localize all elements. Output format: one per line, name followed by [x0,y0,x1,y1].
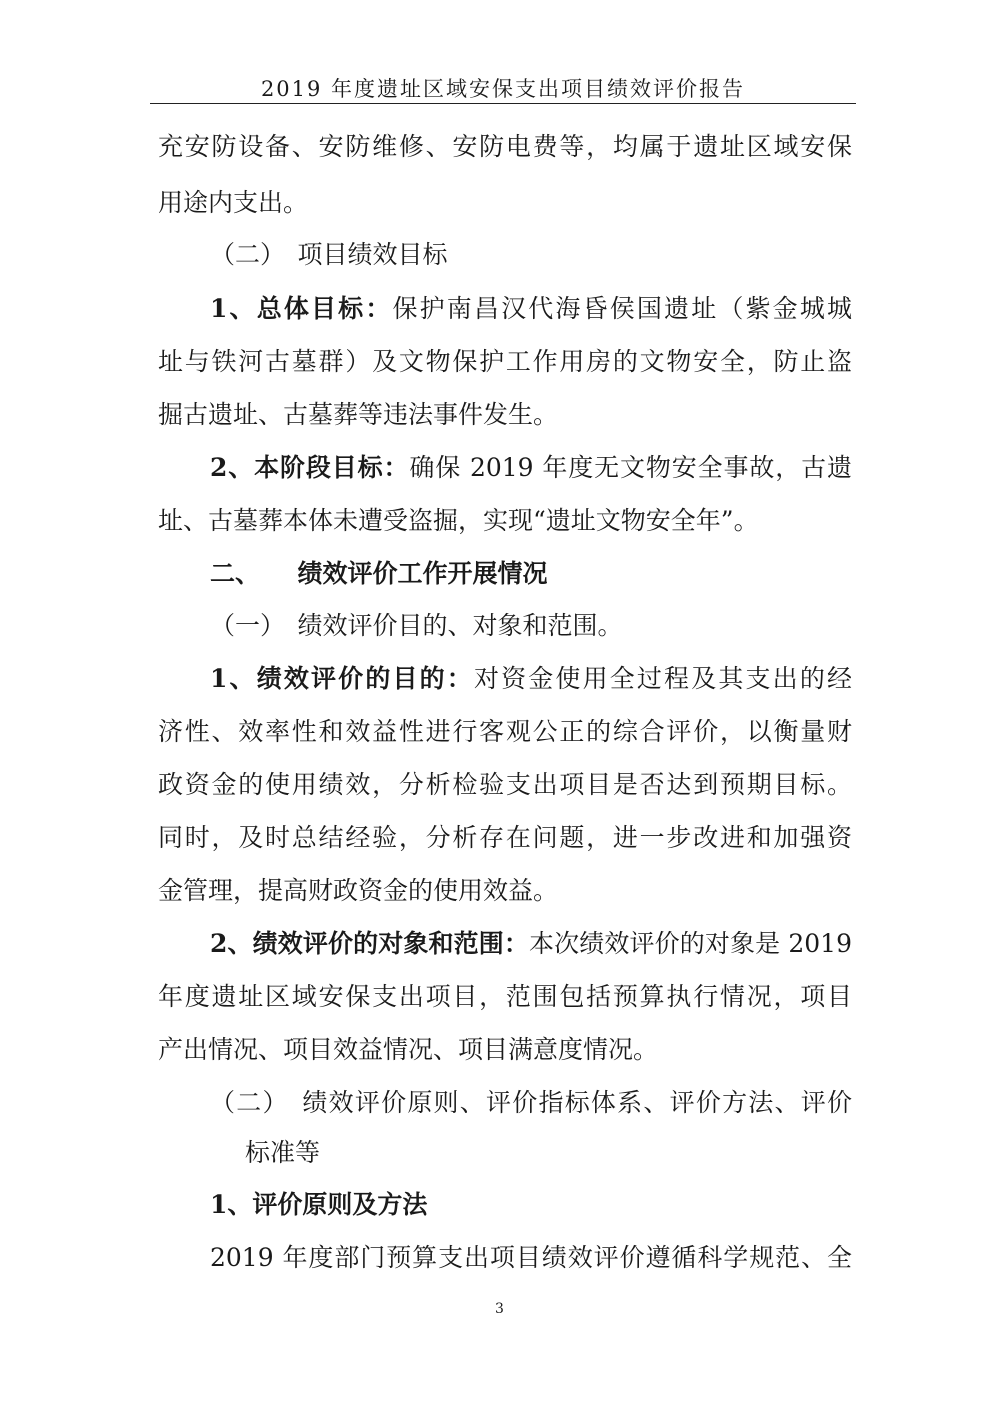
subsection-heading: （二） 项目绩效目标 [210,240,448,269]
subsection-heading-continued: 标准等 [245,1138,321,1167]
body-line: 址与铁河古墓群）及文物保护工作用房的文物安全，防止盗 [158,347,852,376]
item-label: 2、本阶段目标： [210,453,410,482]
body-line: 政资金的使用绩效，分析检验支出项目是否达到预期目标。 [158,770,852,799]
item-heading: 1、评价原则及方法 [210,1190,428,1219]
item-text: 对资金使用全过程及其支出的经 [473,664,852,693]
body-line: 年度遗址区域安保支出项目，范围包括预算执行情况，项目 [158,982,852,1011]
item-label: 2、绩效评价的对象和范围： [210,929,530,958]
page-header-title: 2019 年度遗址区域安保支出项目绩效评价报告 [260,77,746,101]
item-text: 保护南昌汉代海昏侯国遗址（紫金城城 [392,294,852,323]
body-line: 济性、效率性和效益性进行客观公正的综合评价，以衡量财 [158,717,852,746]
subsection-heading: （二） 绩效评价原则、评价指标体系、评价方法、评价 [210,1088,852,1117]
body-line: 充安防设备、安防维修、安防电费等，均属于遗址区域安保 [158,132,852,161]
body-line: 2019 年度部门预算支出项目绩效评价遵循科学规范、全 [210,1243,852,1272]
item-label: 1、绩效评价的目的： [210,664,474,693]
section-heading: 二、 绩效评价工作开展情况 [210,559,548,588]
body-line: 同时，及时总结经验，分析存在问题，进一步改进和加强资 [158,823,852,852]
page-number: 3 [495,1301,504,1317]
subsection-heading: （一） 绩效评价目的、对象和范围。 [210,611,623,640]
body-line [210,291,852,327]
header-divider [150,103,856,104]
body-line: 金管理，提高财政资金的使用效益。 [158,876,559,905]
item-text: 确保 2019 年度无文物安全事故，古遗 [409,453,852,482]
body-line [210,661,852,697]
body-line: 掘古遗址、古墓葬等违法事件发生。 [158,400,559,429]
body-line [210,450,852,486]
item-label: 1、总体目标： [210,294,393,323]
body-line: 产出情况、项目效益情况、项目满意度情况。 [158,1035,659,1064]
body-line: 址、古墓葬本体未遭受盗掘，实现“遗址文物安全年”。 [158,506,759,535]
body-line: 用途内支出。 [158,188,309,217]
item-text: 本次绩效评价的对象是 2019 [529,929,852,958]
body-line [210,926,852,962]
